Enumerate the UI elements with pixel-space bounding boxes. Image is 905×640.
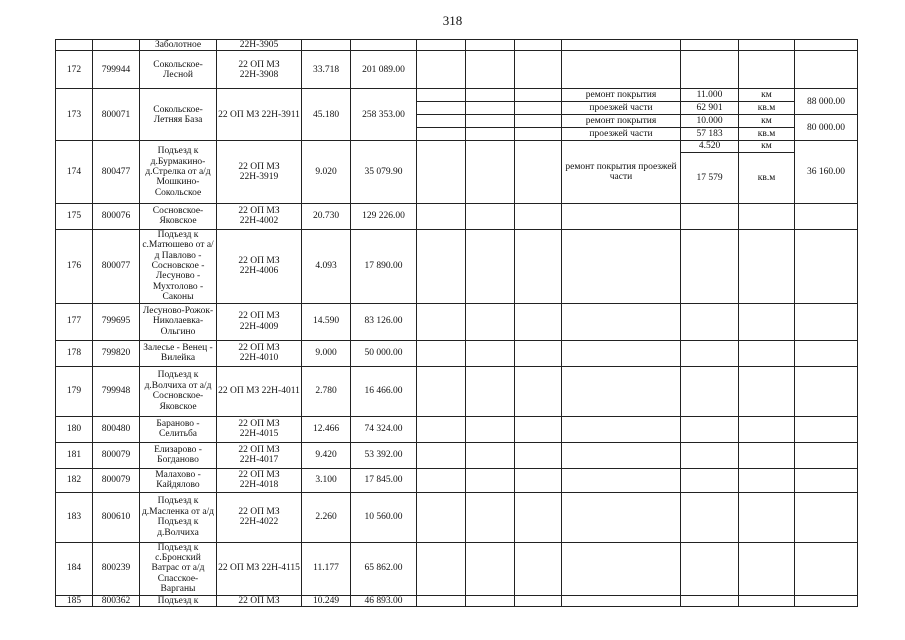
empty-cell [795, 203, 858, 229]
road-length: 2.780 [302, 366, 351, 416]
road-length: 10.249 [302, 595, 351, 606]
road-id: 22 ОП МЗ 22Н-4002 [217, 203, 302, 229]
road-code: 800079 [93, 468, 140, 492]
road-name: Сосновское-Яковское [140, 203, 217, 229]
road-cost: 17 890.00 [351, 229, 417, 303]
road-code: 800239 [93, 542, 140, 595]
empty-cell [562, 542, 681, 595]
empty-cell [739, 492, 795, 542]
empty-cell [795, 442, 858, 468]
empty-cell [466, 303, 515, 340]
road-length: 9.020 [302, 141, 351, 203]
road-cost: 129 226.00 [351, 203, 417, 229]
work-total: 80 000.00 [795, 115, 858, 141]
road-name: Подъезд к с.Бронский Ватрас от а/д Спасское-Варганы [140, 542, 217, 595]
work-unit: км [739, 115, 795, 128]
empty-cell [466, 203, 515, 229]
road-code: 799948 [93, 366, 140, 416]
road-cost: 83 126.00 [351, 303, 417, 340]
road-length: 2.260 [302, 492, 351, 542]
road-code: 799944 [93, 51, 140, 89]
empty-cell [681, 595, 739, 606]
road-name: Бараново - Селитьба [140, 416, 217, 442]
road-name: Сокольское-Летняя База [140, 89, 217, 141]
road-code: 800079 [93, 442, 140, 468]
table-row [56, 141, 858, 152]
road-id: 22 ОП МЗ 22Н-3911 [217, 89, 302, 141]
empty-cell [417, 340, 466, 366]
table-row [56, 51, 858, 89]
empty-cell [739, 542, 795, 595]
empty-cell [739, 340, 795, 366]
road-name: Подъезд к с.Матюшево от а/д Павлово - Сосновское - Лесуново - Мухтолово - Саконы [140, 229, 217, 303]
table-row [56, 468, 858, 492]
empty-cell [515, 51, 562, 89]
empty-cell [417, 542, 466, 595]
empty-cell [417, 203, 466, 229]
road-id: 22 ОП МЗ 22Н-3908 [217, 51, 302, 89]
empty-cell [795, 303, 858, 340]
empty-cell [417, 115, 466, 128]
table-row [56, 366, 858, 416]
road-code: 800477 [93, 141, 140, 203]
empty-cell [466, 40, 515, 51]
empty-cell [739, 468, 795, 492]
empty-cell [562, 492, 681, 542]
road-name: Лесуново-Рожок-Николаевка-Ольгино [140, 303, 217, 340]
empty-cell [466, 340, 515, 366]
empty-cell [417, 416, 466, 442]
empty-cell [515, 128, 562, 141]
table-row [56, 595, 858, 606]
empty-cell [681, 203, 739, 229]
road-code: 799695 [93, 303, 140, 340]
empty-cell [739, 416, 795, 442]
road-cost: 46 893.00 [351, 595, 417, 606]
empty-cell [515, 102, 562, 115]
empty-cell [562, 468, 681, 492]
road-cost: 74 324.00 [351, 416, 417, 442]
road-cost: 16 466.00 [351, 366, 417, 416]
empty-cell [515, 366, 562, 416]
road-id: 22 ОП МЗ 22Н-4011 [217, 366, 302, 416]
empty-cell [417, 366, 466, 416]
table-row [56, 203, 858, 229]
road-cost: 35 079.90 [351, 141, 417, 203]
empty-cell [466, 229, 515, 303]
empty-cell [417, 468, 466, 492]
work-quantity: 4.520 [681, 141, 739, 152]
empty-cell [681, 468, 739, 492]
road-id: 22 ОП МЗ 22Н-4009 [217, 303, 302, 340]
empty-cell [739, 203, 795, 229]
empty-cell [562, 366, 681, 416]
road-name: Подъезд к д.Волчиха от а/д Сосновское-Яковское [140, 366, 217, 416]
empty-cell [515, 416, 562, 442]
row-number: 181 [56, 442, 93, 468]
empty-cell [795, 595, 858, 606]
empty-cell [739, 40, 795, 51]
empty-cell [417, 141, 466, 203]
empty-cell [681, 303, 739, 340]
road-name: Залесье - Венец - Вилейка [140, 340, 217, 366]
empty-cell [417, 595, 466, 606]
road-length: 4.093 [302, 229, 351, 303]
work-type: проезжей части [562, 102, 681, 115]
road-id: 22 ОП МЗ [217, 595, 302, 606]
empty-cell [739, 366, 795, 416]
road-name: Подъезд к [140, 595, 217, 606]
empty-cell [795, 366, 858, 416]
empty-cell [739, 303, 795, 340]
empty-cell [466, 102, 515, 115]
road-cost: 17 845.00 [351, 468, 417, 492]
row-number: 184 [56, 542, 93, 595]
road-length: 3.100 [302, 468, 351, 492]
table-row [56, 340, 858, 366]
row-number: 178 [56, 340, 93, 366]
row-number: 185 [56, 595, 93, 606]
empty-cell [466, 128, 515, 141]
empty-cell [417, 303, 466, 340]
work-quantity: 11.000 [681, 89, 739, 102]
road-id: 22 ОП МЗ 22Н-4017 [217, 442, 302, 468]
road-id: 22 ОП МЗ 22Н-4015 [217, 416, 302, 442]
empty-cell [562, 40, 681, 51]
road-id: 22 ОП МЗ 22Н-4018 [217, 468, 302, 492]
empty-cell [466, 595, 515, 606]
road-cost: 201 089.00 [351, 51, 417, 89]
work-unit: км [739, 141, 795, 152]
table-row [56, 40, 858, 51]
work-unit: кв.м [739, 128, 795, 141]
work-quantity: 17 579 [681, 152, 739, 203]
empty-cell [562, 442, 681, 468]
empty-cell [562, 303, 681, 340]
page-number: 318 [442, 13, 463, 28]
road-code: 800076 [93, 203, 140, 229]
road-code: 800610 [93, 492, 140, 542]
empty-cell [417, 51, 466, 89]
empty-cell [515, 542, 562, 595]
road-code: 800071 [93, 89, 140, 141]
empty-cell [417, 102, 466, 115]
row-number: 175 [56, 203, 93, 229]
road-name: Подъезд к д.Масленка от а/д Подъезд к д.Волчиха [140, 492, 217, 542]
empty-cell [515, 492, 562, 542]
empty-cell [795, 492, 858, 542]
road-length [302, 40, 351, 51]
empty-cell [466, 492, 515, 542]
road-register-table [55, 39, 858, 607]
empty-cell [466, 416, 515, 442]
road-id: 22 ОП МЗ 22Н-3919 [217, 141, 302, 203]
empty-cell [681, 40, 739, 51]
empty-cell [466, 468, 515, 492]
table-row [56, 416, 858, 442]
empty-cell [417, 40, 466, 51]
work-type: ремонт покрытия [562, 115, 681, 128]
row-number: 177 [56, 303, 93, 340]
road-length: 45.180 [302, 89, 351, 141]
empty-cell [466, 442, 515, 468]
empty-cell [739, 51, 795, 89]
work-total: 88 000.00 [795, 89, 858, 115]
empty-cell [515, 203, 562, 229]
work-total: 36 160.00 [795, 141, 858, 203]
table-row [56, 89, 858, 102]
row-number: 174 [56, 141, 93, 203]
empty-cell [466, 542, 515, 595]
empty-cell [515, 229, 562, 303]
road-code: 799820 [93, 340, 140, 366]
empty-cell [417, 89, 466, 102]
road-cost: 258 353.00 [351, 89, 417, 141]
row-number: 180 [56, 416, 93, 442]
empty-cell [417, 128, 466, 141]
road-name: Сокольское-Лесной [140, 51, 217, 89]
table-row [56, 303, 858, 340]
row-number: 183 [56, 492, 93, 542]
empty-cell [466, 115, 515, 128]
row-number: 179 [56, 366, 93, 416]
road-cost: 10 560.00 [351, 492, 417, 542]
work-quantity: 57 183 [681, 128, 739, 141]
work-type: проезжей части [562, 128, 681, 141]
table-row [56, 492, 858, 542]
road-id: 22 ОП МЗ 22Н-4022 [217, 492, 302, 542]
empty-cell [515, 303, 562, 340]
road-length: 20.730 [302, 203, 351, 229]
empty-cell [681, 340, 739, 366]
empty-cell [562, 595, 681, 606]
road-length: 14.590 [302, 303, 351, 340]
road-name: Заболотное [140, 40, 217, 51]
road-cost: 50 000.00 [351, 340, 417, 366]
row-number: 172 [56, 51, 93, 89]
work-unit: кв.м [739, 102, 795, 115]
road-code: 800077 [93, 229, 140, 303]
work-quantity: 10.000 [681, 115, 739, 128]
work-unit: кв.м [739, 152, 795, 203]
road-length: 11.177 [302, 542, 351, 595]
empty-cell [562, 416, 681, 442]
empty-cell [795, 340, 858, 366]
empty-cell [795, 468, 858, 492]
work-quantity: 62 901 [681, 102, 739, 115]
empty-cell [681, 492, 739, 542]
road-code [93, 40, 140, 51]
work-unit: км [739, 89, 795, 102]
road-code: 800362 [93, 595, 140, 606]
row-number: 176 [56, 229, 93, 303]
road-length: 9.000 [302, 340, 351, 366]
empty-cell [739, 442, 795, 468]
road-code: 800480 [93, 416, 140, 442]
empty-cell [515, 340, 562, 366]
empty-cell [681, 229, 739, 303]
empty-cell [515, 115, 562, 128]
road-cost: 65 862.00 [351, 542, 417, 595]
empty-cell [681, 366, 739, 416]
road-length: 12.466 [302, 416, 351, 442]
empty-cell [466, 89, 515, 102]
road-id: 22Н-3905 [217, 40, 302, 51]
empty-cell [417, 442, 466, 468]
empty-cell [466, 51, 515, 89]
empty-cell [515, 442, 562, 468]
work-type: ремонт покрытия проезжей части [562, 141, 681, 203]
empty-cell [466, 366, 515, 416]
table-row [56, 542, 858, 595]
empty-cell [562, 340, 681, 366]
table-row [56, 229, 858, 303]
empty-cell [795, 40, 858, 51]
road-length: 9.420 [302, 442, 351, 468]
empty-cell [515, 40, 562, 51]
empty-cell [739, 595, 795, 606]
table-row [56, 442, 858, 468]
road-name: Малахово - Кайдялово [140, 468, 217, 492]
empty-cell [795, 416, 858, 442]
row-number [56, 40, 93, 51]
empty-cell [562, 229, 681, 303]
empty-cell [515, 468, 562, 492]
empty-cell [739, 229, 795, 303]
empty-cell [681, 416, 739, 442]
road-name: Подъезд к д.Бурмакино-д.Стрелка от а/д Мошкино-Сокольское [140, 141, 217, 203]
empty-cell [681, 51, 739, 89]
empty-cell [515, 141, 562, 203]
empty-cell [795, 51, 858, 89]
empty-cell [515, 89, 562, 102]
work-type: ремонт покрытия [562, 89, 681, 102]
empty-cell [795, 229, 858, 303]
road-id: 22 ОП МЗ 22Н-4115 [217, 542, 302, 595]
empty-cell [795, 542, 858, 595]
empty-cell [562, 51, 681, 89]
row-number: 173 [56, 89, 93, 141]
road-name: Елизарово - Богданово [140, 442, 217, 468]
empty-cell [681, 542, 739, 595]
road-length: 33.718 [302, 51, 351, 89]
empty-cell [681, 442, 739, 468]
empty-cell [562, 203, 681, 229]
road-id: 22 ОП МЗ 22Н-4006 [217, 229, 302, 303]
road-id: 22 ОП МЗ 22Н-4010 [217, 340, 302, 366]
empty-cell [417, 492, 466, 542]
empty-cell [417, 229, 466, 303]
empty-cell [515, 595, 562, 606]
empty-cell [466, 141, 515, 203]
road-cost: 53 392.00 [351, 442, 417, 468]
road-cost [351, 40, 417, 51]
row-number: 182 [56, 468, 93, 492]
